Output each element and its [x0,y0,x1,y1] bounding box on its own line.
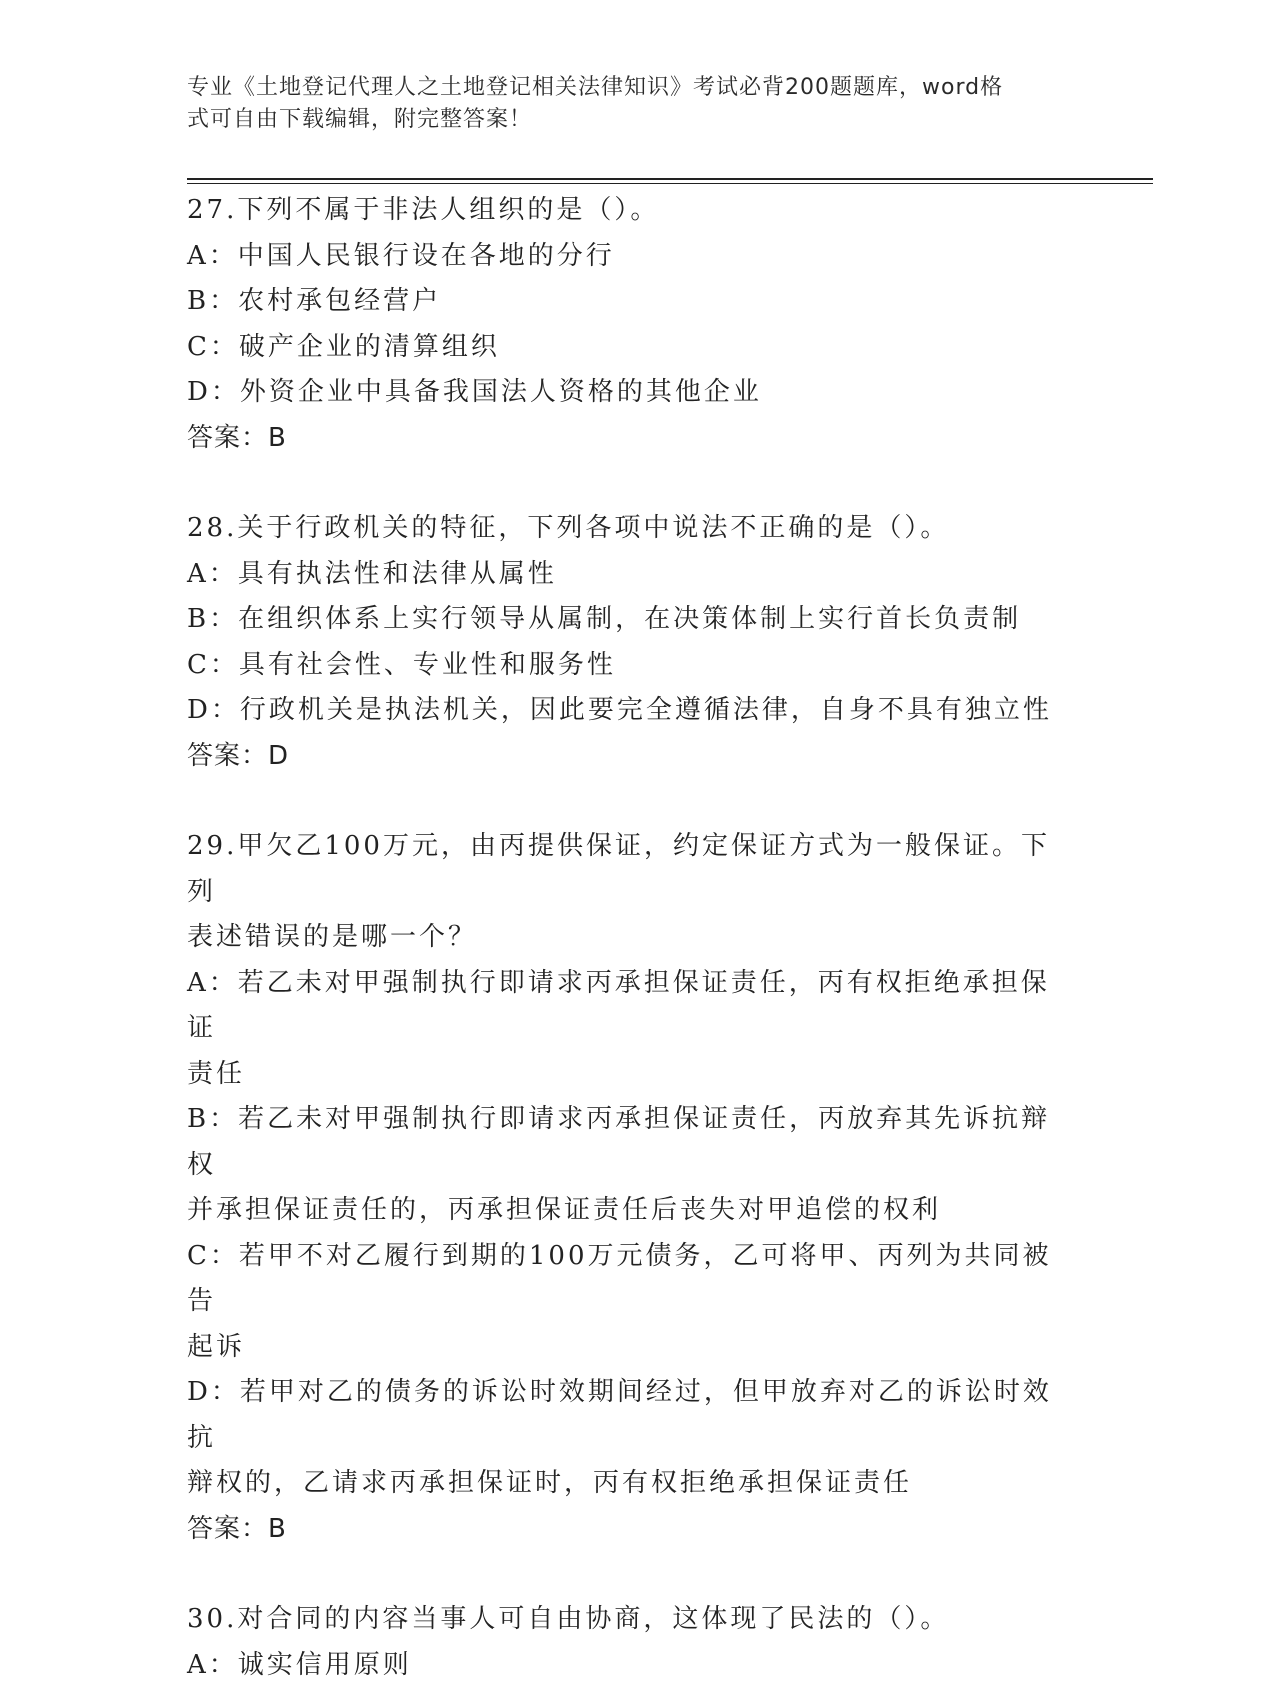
option-d-continued: 辩权的，乙请求丙承担保证时，丙有权拒绝承担保证责任 [187,1461,1067,1507]
question-gap [187,461,1067,506]
option-a-continued: 责任 [187,1052,1067,1098]
question-30 [187,1597,1067,1688]
option-a: A：若乙未对甲强制执行即请求丙承担保证责任，丙有权拒绝承担保证 [187,961,1067,1052]
question-gap [187,779,1067,824]
question-stem-line: 27.下列不属于非法人组织的是（）。 [187,188,1067,234]
question-27 [187,188,1067,461]
header-line-1: 专业《土地登记代理人之土地登记相关法律知识》考试必背200题题库，word格 [187,72,1067,104]
option-d: D：行政机关是执法机关，因此要完全遵循法律，自身不具有独立性 [187,688,1067,734]
option-d: D：若甲对乙的债务的诉讼时效期间经过，但甲放弃对乙的诉讼时效抗 [187,1370,1067,1461]
option-c: C：破产企业的清算组织 [187,325,1067,371]
option-c: C：具有社会性、专业性和服务性 [187,643,1067,689]
question-stem-line: 表述错误的是哪一个？ [187,915,1067,961]
option-a: A：具有执法性和法律从属性 [187,552,1067,598]
option-d: D：外资企业中具备我国法人资格的其他企业 [187,370,1067,416]
question-list [187,188,1067,1688]
question-28 [187,506,1067,779]
question-stem-line: 29.甲欠乙100万元，由丙提供保证，约定保证方式为一般保证。下列 [187,824,1067,915]
question-stem-line: 28.关于行政机关的特征，下列各项中说法不正确的是（）。 [187,506,1067,552]
option-b: B：农村承包经营户 [187,279,1067,325]
option-c: C：若甲不对乙履行到期的100万元债务，乙可将甲、丙列为共同被告 [187,1234,1067,1325]
answer-line: 答案：D [187,734,1067,780]
header-divider-thick [187,178,1153,180]
answer-line: 答案：B [187,1507,1067,1553]
answer-line: 答案：B [187,416,1067,462]
header-line-2: 式可自由下载编辑，附完整答案！ [187,104,1067,136]
option-c-continued: 起诉 [187,1325,1067,1371]
option-b: B：在组织体系上实行领导从属制，在决策体制上实行首长负责制 [187,597,1067,643]
option-b-continued: 并承担保证责任的，丙承担保证责任后丧失对甲追偿的权利 [187,1188,1067,1234]
question-gap [187,1552,1067,1597]
option-a: A：中国人民银行设在各地的分行 [187,234,1067,280]
option-b: B：若乙未对甲强制执行即请求丙承担保证责任，丙放弃其先诉抗辩权 [187,1097,1067,1188]
header-divider-thin [187,183,1153,184]
question-stem-line: 30.对合同的内容当事人可自由协商，这体现了民法的（）。 [187,1597,1067,1643]
option-a: A：诚实信用原则 [187,1643,1067,1688]
question-29 [187,824,1067,1552]
document-header [187,72,1067,136]
